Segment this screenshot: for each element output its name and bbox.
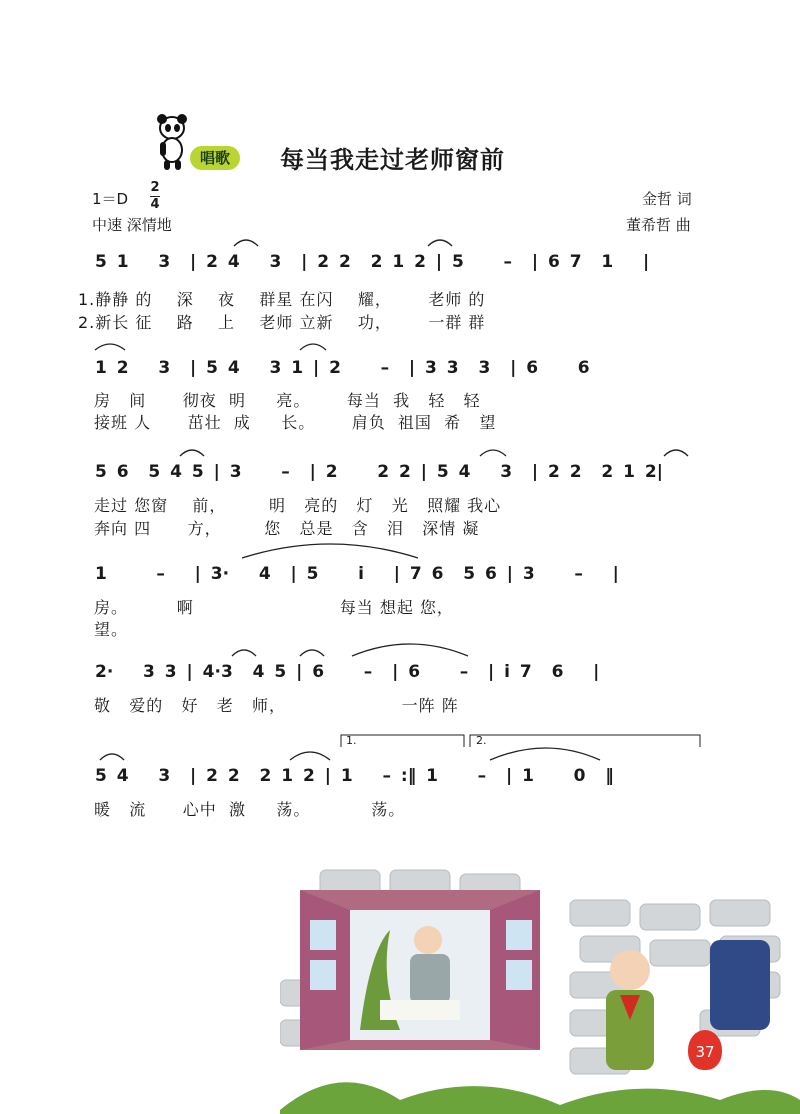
composer-credit: 董希哲 曲 <box>626 216 691 234</box>
score-line-3-lyrics-verse2: 奔向 四 方， 您 总是 含 泪 深情 凝 <box>94 519 480 538</box>
score-line-5-lyrics-verse1: 敬 爱的 好 老 师， 一阵 阵 <box>94 696 459 715</box>
volta-second-label: 2. <box>476 734 487 747</box>
page-number: 37 <box>688 1030 722 1070</box>
score-line-2-notes: 1 2 3 | 5 4 3 1 | 2 – | 3 3 3 | 6 6 <box>95 358 590 378</box>
section-badge: 唱歌 <box>190 146 240 170</box>
score-line-4-notes: 1 – | 3· 4 | 5 i | 7 6 5 6 | 3 – | <box>95 564 619 584</box>
time-signature: 2 4 <box>150 180 160 212</box>
score-line-4-lyrics-verse1: 房。 啊 每当 想起 您， <box>94 598 454 617</box>
volta-first-label: 1. <box>346 734 357 747</box>
score-line-1-lyrics-verse2: 2.新长 征 路 上 老师 立新 功， 一群 群 <box>78 313 486 332</box>
score-line-4-lyrics-verse2: 望。 <box>94 620 129 639</box>
score-line-6-notes: 5 4 3 | 2 2 2 1 2 | 1 – :‖ 1 – | 1 0 ‖ <box>95 766 614 786</box>
score-line-3-notes: 5 6 5 4 5 | 3 – | 2 2 2 | 5 4 3 | 2 2 2 1 2| <box>95 462 663 482</box>
score-line-2-lyrics-verse2: 接班 人 茁壮 成 长。 肩负 祖国 希 望 <box>94 413 497 432</box>
song-title: 每当我走过老师窗前 <box>280 146 505 174</box>
score-line-2-lyrics-verse1: 房 间 彻夜 明 亮。 每当 我 轻 轻 <box>94 391 481 410</box>
tempo-marking: 中速 深情地 <box>92 216 172 234</box>
score-line-1-notes: 5 1 3 | 2 4 3 | 2 2 2 1 2 | 5 – | 6 7 1 | <box>95 252 650 272</box>
score-line-5-notes: 2· 3 3 | 4·3 4 5 | 6 – | 6 – | i 7 6 | <box>95 662 600 682</box>
score-line-1-lyrics-verse1: 1.静静 的 深 夜 群星 在闪 耀， 老师 的 <box>78 290 486 309</box>
lyricist-credit: 金哲 词 <box>642 190 692 208</box>
score-line-3-lyrics-verse1: 走过 您窗 前， 明 亮的 灯 光 照耀 我心 <box>94 496 502 515</box>
key-signature: 1＝D <box>92 190 129 208</box>
score-line-6-lyrics-verse1: 暖 流 心中 激 荡。 荡。 <box>94 800 406 819</box>
classroom-illustration <box>280 860 800 1114</box>
